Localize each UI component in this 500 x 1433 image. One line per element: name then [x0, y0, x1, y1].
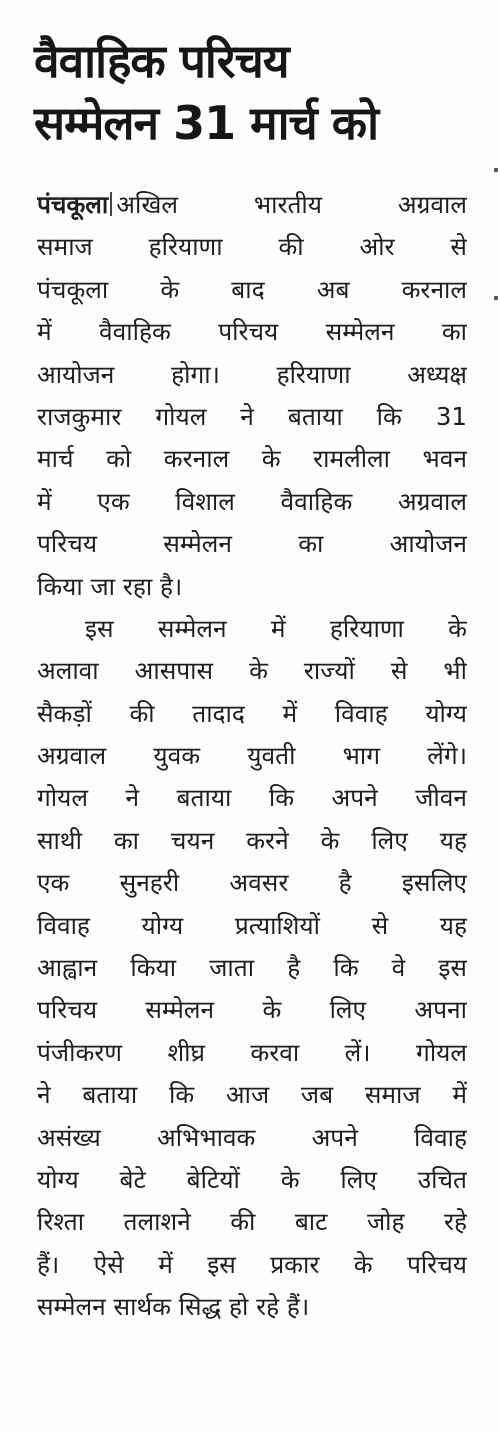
body-line: राजकुमार गोयल ने बताया कि 31: [37, 401, 467, 431]
body-line: में वैवाहिक परिचय सम्मेलन का: [37, 317, 467, 347]
body-line: साथी का चयन करने के लिए यह: [37, 825, 467, 855]
body-line: अलावा आसपास के राज्यों से भी: [37, 656, 467, 686]
body-line: पंजीकरण शीघ्र करवा लें। गोयल: [37, 1037, 467, 1067]
body-line: ने बताया कि आज जब समाज में: [37, 1080, 467, 1110]
body-line: हैं। ऐसे में इस प्रकार के परिचय: [37, 1249, 467, 1279]
headline: [34, 30, 474, 154]
body-line: आयोजन होगा। हरियाणा अध्यक्ष: [37, 359, 467, 389]
body-line: में एक विशाल वैवाहिक अग्रवाल: [37, 486, 467, 516]
body-line-text: अखिल भारतीय अग्रवाल: [116, 190, 467, 219]
body-line: एक सुनहरी अवसर है इसलिए: [37, 868, 467, 898]
body-line: परिचय सम्मेलन के लिए अपना: [37, 995, 467, 1025]
body-line: असंख्य अभिभावक अपने विवाह: [37, 1122, 467, 1152]
body-line: अग्रवाल युवक युवती भाग लेंगे।: [37, 741, 467, 771]
body-line: विवाह योग्य प्रत्याशियों से यह: [37, 910, 467, 940]
body-line: मार्च को करनाल के रामलीला भवन: [37, 444, 467, 474]
edge-mark: [494, 168, 498, 172]
body-line: परिचय सम्मेलन का आयोजन: [37, 529, 467, 559]
body-line: रिश्ता तलाशने की बाट जोह रहे: [37, 1207, 467, 1237]
body-line: गोयल ने बताया कि अपने जीवन: [37, 783, 467, 813]
body-line: आह्वान किया जाता है कि वे इस: [37, 953, 467, 983]
dateline: पंचकूला: [37, 190, 109, 219]
body-line: इस सम्मेलन में हरियाणा के: [85, 613, 467, 643]
body-line: किया जा रहा है।: [37, 571, 183, 601]
body-line: सम्मेलन सार्थक सिद्ध हो रहे हैं।: [37, 1292, 310, 1322]
body-line: समाज हरियाणा की ओर से: [37, 232, 467, 262]
edge-mark: [494, 296, 498, 300]
article-body: [37, 184, 467, 1329]
headline-line-2: सम्मेलन 31 मार्च को: [34, 96, 379, 150]
body-line: योग्य बेटे बेटियों के लिए उचित: [37, 1164, 467, 1194]
body-line: [37, 184, 467, 226]
body-line: सैकड़ों की तादाद में विवाह योग्य: [37, 698, 467, 728]
body-line: पंचकूला के बाद अब करनाल: [37, 274, 467, 304]
headline-line-1: वैवाहिक परिचय: [34, 34, 289, 88]
dateline-separator: [110, 192, 112, 216]
